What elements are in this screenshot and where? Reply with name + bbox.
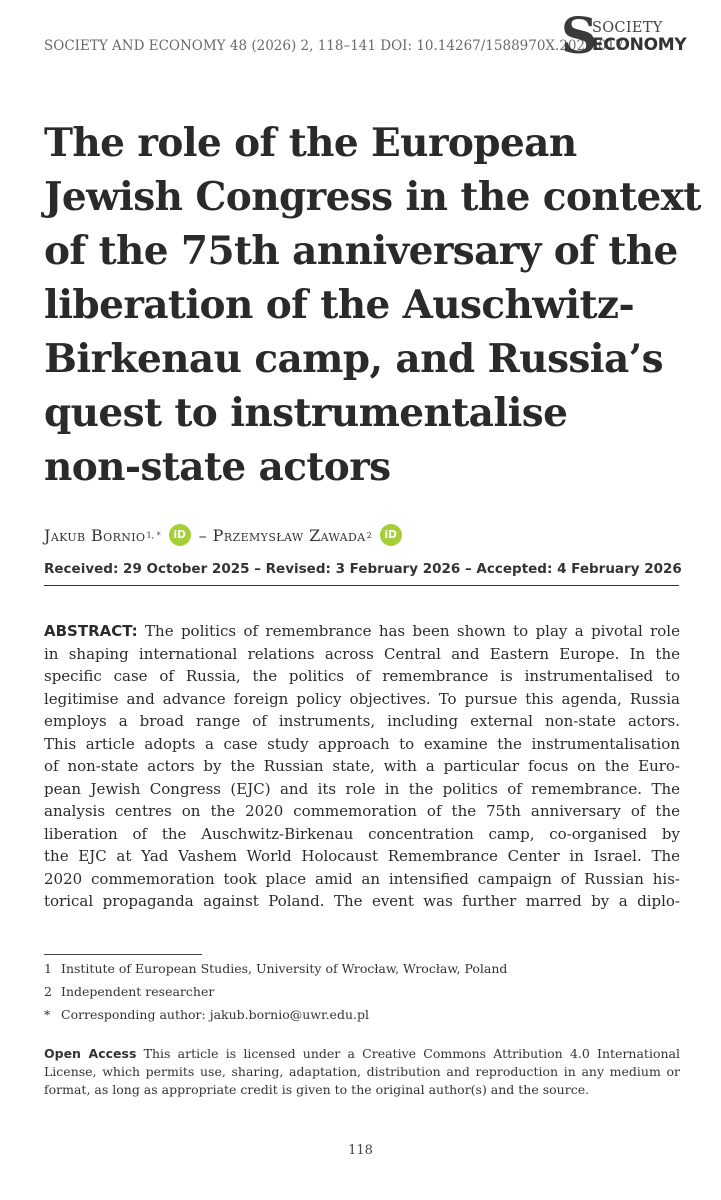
- open-access-line: [44, 1045, 680, 1063]
- footnote-number: 2: [44, 984, 52, 999]
- title-line: of the 75th anniversary of the: [44, 228, 678, 274]
- footnote-number: *: [44, 1007, 51, 1022]
- title-line: non-state actors: [44, 444, 391, 490]
- abstract-line: employs a broad range of instruments, including external non-state actors.: [44, 712, 680, 730]
- footnote-text: Institute of European Studies, University of Wrocław, Wrocław, Poland: [61, 961, 508, 976]
- orcid-icon[interactable]: iD: [380, 524, 402, 546]
- abstract-line: This article adopts a case study approach to examine the instrumentalisation: [44, 734, 680, 753]
- title-line: quest to instrumentalise: [44, 390, 568, 436]
- open-access-notice: [44, 1045, 680, 1098]
- footnote-text[interactable]: Corresponding author: jakub.bornio@uwr.edu.pl: [61, 1007, 369, 1022]
- title-line: Birkenau camp, and Russia’s: [44, 336, 663, 382]
- abstract: [44, 620, 680, 913]
- footnote: [44, 961, 507, 984]
- author-separator: –: [198, 525, 207, 545]
- logo-word-economy: ECONOMY: [592, 35, 687, 55]
- abstract-line: 2020 commemoration took place amid an intensified campaign of Russian his-: [44, 869, 680, 888]
- abstract-line: legitimise and advance foreign policy objectives. To pursue this agenda, Russia: [44, 689, 680, 708]
- author-affiliation-mark: 1, *: [146, 530, 161, 540]
- footnote-number: 1: [44, 961, 52, 976]
- abstract-line: liberation of the Auschwitz-Birkenau concentration camp, co-organised by: [44, 824, 680, 843]
- orcid-icon[interactable]: iD: [169, 524, 191, 546]
- abstract-line: in shaping international relations across Central and Eastern Europe. In the: [44, 644, 680, 663]
- running-head: SOCIETY AND ECONOMY 48 (2026) 2, 118–141 DOI: 10.14267/1588970X.2026.017: [44, 38, 624, 54]
- title-line: Jewish Congress in the context: [44, 174, 701, 220]
- footnote: [44, 1007, 507, 1030]
- open-access-line: License, which permits use, sharing, adaptation, distribution and reproduction in any medium or: [44, 1063, 680, 1079]
- abstract-label: ABSTRACT:: [44, 622, 138, 640]
- author-name: Przemysław Zawada: [212, 525, 366, 545]
- article-title: [44, 116, 701, 494]
- abstract-line: the EJC at Yad Vashem World Holocaust Remembrance Center in Israel. The: [44, 847, 680, 865]
- abstract-line: analysis centres on the 2020 commemoration of the 75th anniversary of the: [44, 802, 680, 820]
- title-line: The role of the European: [44, 120, 577, 166]
- logo-letter: S: [561, 6, 598, 65]
- logo-word-society: SOCIETY: [592, 20, 663, 36]
- abstract-line: specific case of Russia, the politics of remembrance is instrumentalised to: [44, 667, 680, 685]
- journal-logo: [561, 6, 687, 69]
- open-access-line: format, as long as appropriate credit is given to the original author(s) and the source.: [44, 1081, 590, 1097]
- abstract-text: The politics of remembrance has been shown to play a pivotal role: [145, 622, 680, 640]
- abstract-line: [44, 620, 680, 643]
- author-name: Jakub Bornio: [44, 525, 146, 545]
- submission-dates: Received: 29 October 2025 – Revised: 3 February 2026 – Accepted: 4 February 2026: [44, 561, 682, 577]
- abstract-line: pean Jewish Congress (EJC) and its role in the politics of remembrance. The: [44, 779, 680, 798]
- title-line: liberation of the Auschwitz-: [44, 282, 635, 328]
- open-access-label: Open Access: [44, 1046, 137, 1061]
- footnote-text: Independent researcher: [61, 984, 215, 999]
- author-list: [44, 524, 410, 546]
- footnotes: [44, 961, 507, 1030]
- open-access-text: This article is licensed under a Creative Commons Attribution 4.0 International: [143, 1046, 680, 1061]
- abstract-line: of non-state actors by the Russian state, with a particular focus on the Euro-: [44, 757, 680, 775]
- footnote-divider: [44, 954, 202, 955]
- author-affiliation-mark: 2: [366, 530, 372, 540]
- footnote: [44, 984, 507, 1007]
- page-number: 118: [348, 1143, 373, 1158]
- header-divider: [44, 585, 679, 586]
- abstract-line: torical propaganda against Poland. The event was further marred by a diplo-: [44, 892, 680, 910]
